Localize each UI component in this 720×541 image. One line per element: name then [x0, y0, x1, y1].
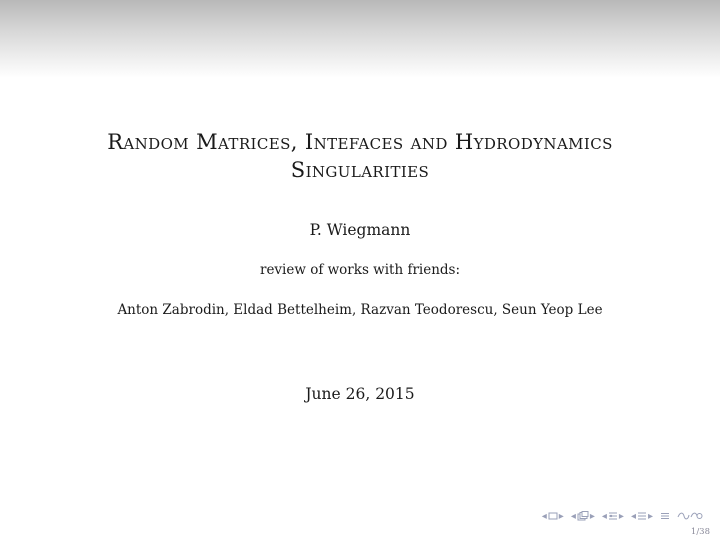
outline-icon[interactable]: [660, 511, 670, 521]
nav-frame-group[interactable]: [542, 511, 564, 522]
arrow-left-icon[interactable]: ◂: [570, 510, 576, 522]
title-line-2: Singularities: [290, 158, 430, 182]
slides-icon[interactable]: [577, 511, 589, 521]
nav-outline-group[interactable]: [660, 511, 670, 521]
author-name: P. Wiegmann: [309, 221, 411, 239]
nav-slides-group[interactable]: [571, 511, 595, 522]
arrow-right-icon[interactable]: ▸: [647, 510, 653, 522]
search-icon[interactable]: [677, 511, 703, 521]
collaborators-list: Anton Zabrodin, Eldad Bettelheim, Razvan Teodorescu, Seun Yeop Lee: [117, 302, 603, 318]
arrow-left-icon[interactable]: ◂: [601, 510, 607, 522]
beamer-navigation-bar: [542, 508, 708, 524]
frame-icon[interactable]: [548, 512, 558, 520]
page-number: 1/38: [690, 527, 710, 537]
nav-subsection-group[interactable]: [602, 511, 624, 522]
arrow-left-icon[interactable]: ◂: [630, 510, 636, 522]
section-icon[interactable]: [637, 511, 647, 521]
header-gradient-bar: [0, 0, 720, 78]
review-subtitle: review of works with friends:: [259, 262, 461, 278]
nav-search-group[interactable]: [677, 511, 703, 521]
arrow-left-icon[interactable]: ◂: [541, 510, 547, 522]
title-line-1: Random Matrices, Intefaces and Hydrodynamics: [107, 130, 613, 154]
arrow-right-icon[interactable]: ▸: [589, 510, 595, 522]
arrow-right-icon[interactable]: ▸: [618, 510, 624, 522]
subsection-icon[interactable]: [608, 511, 618, 521]
arrow-right-icon[interactable]: ▸: [558, 510, 564, 522]
presentation-date: June 26, 2015: [305, 385, 415, 403]
nav-section-group[interactable]: [631, 511, 653, 522]
slide-title: [60, 128, 660, 184]
